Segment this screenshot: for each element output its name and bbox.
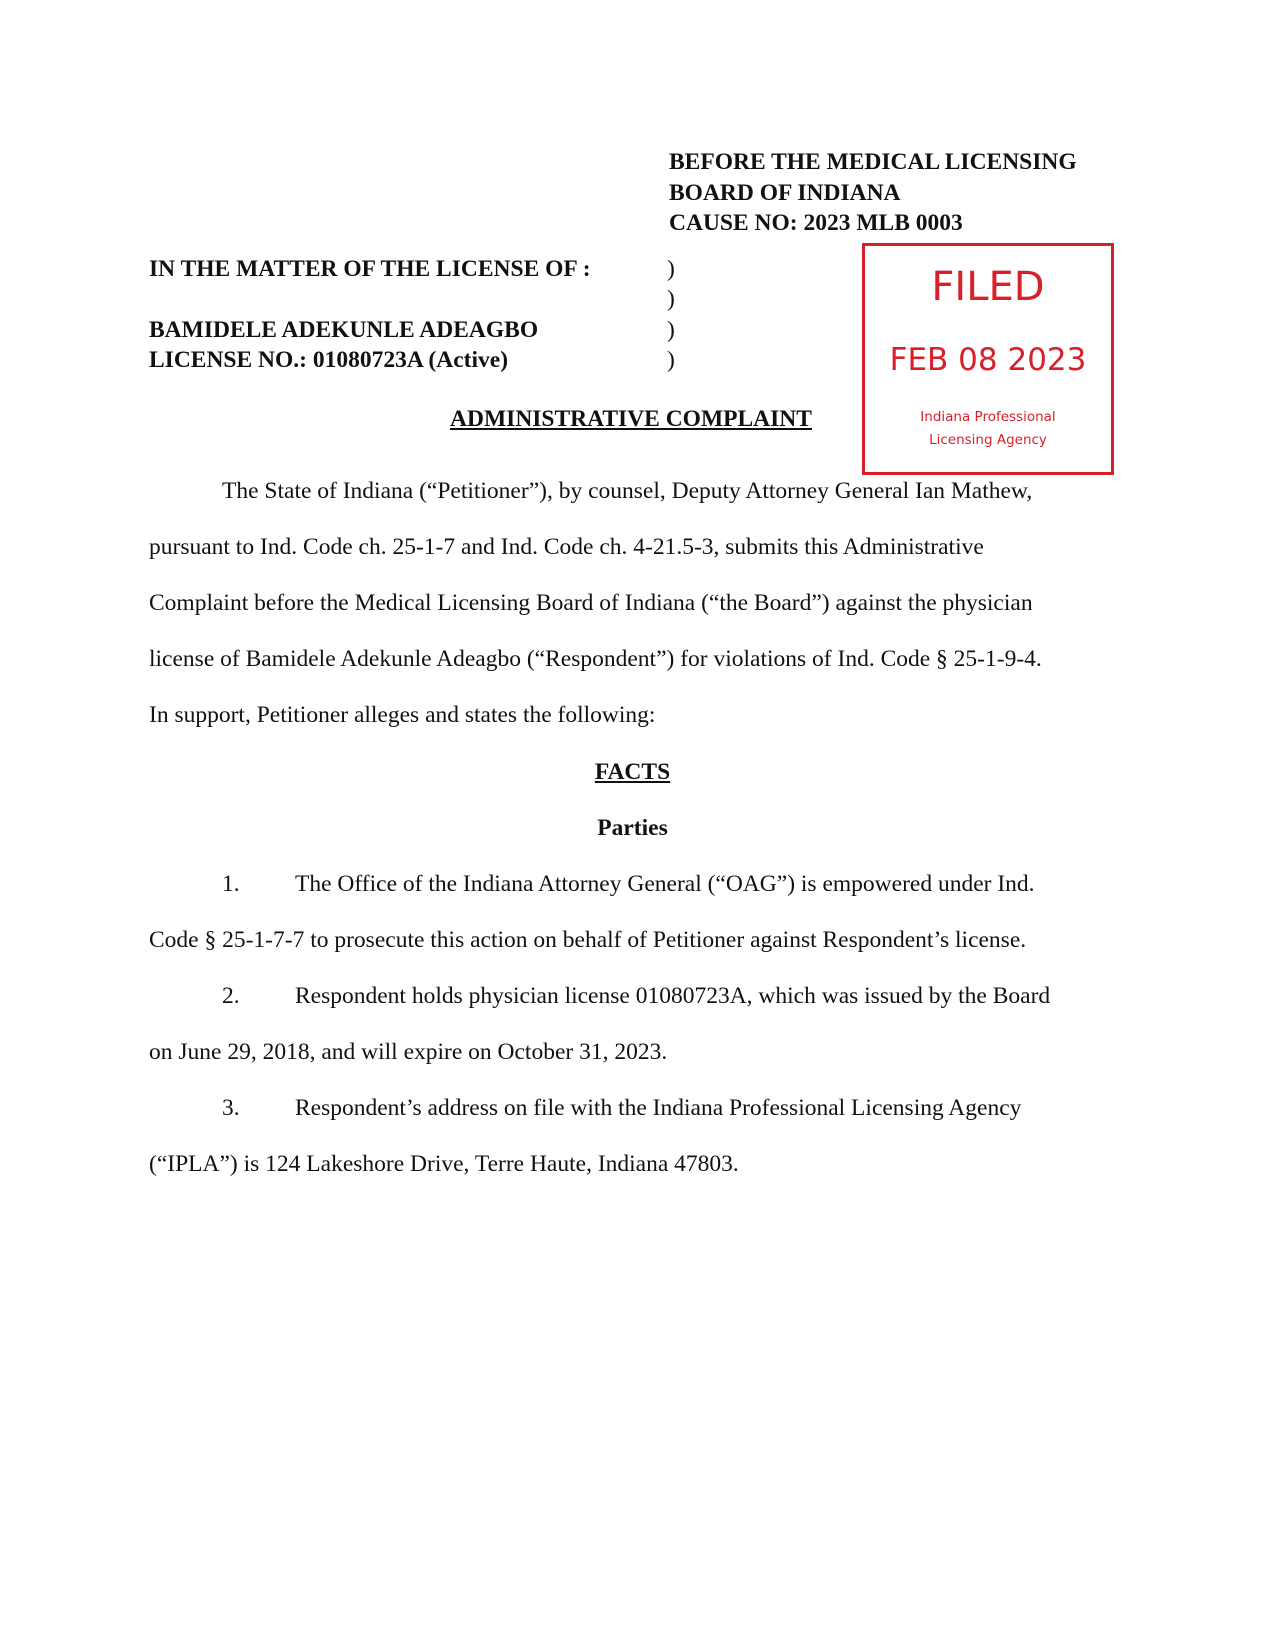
caption-paren: ) <box>667 317 675 343</box>
item-1-line-1: The Office of the Indiana Attorney General (“OAG”) is empowered under Ind. <box>295 871 1035 897</box>
item-number: 1. <box>222 871 240 897</box>
header-line-1: BEFORE THE MEDICAL LICENSING <box>669 149 1077 175</box>
matter-caption: IN THE MATTER OF THE LICENSE OF : <box>149 256 591 282</box>
court-header <box>669 147 1077 239</box>
stamp-date: FEB 08 2023 <box>889 342 1087 378</box>
stamp-agency-line-1: Indiana Professional <box>920 409 1056 425</box>
item-number: 3. <box>222 1095 240 1121</box>
intro-line-4: license of Bamidele Adekunle Adeagbo (“Respondent”) for violations of Ind. Code § 25-1-9-4. <box>149 646 1042 672</box>
item-1-line-2: Code § 25-1-7-7 to prosecute this action on behalf of Petitioner against Respondent’s license. <box>149 927 1027 953</box>
intro-line-2: pursuant to Ind. Code ch. 25-1-7 and Ind. Code ch. 4-21.5-3, submits this Administrative <box>149 534 984 560</box>
section-heading-facts: FACTS <box>594 759 671 785</box>
stamp-agency-line-2: Licensing Agency <box>929 432 1047 448</box>
cause-number: CAUSE NO: 2023 MLB 0003 <box>669 210 963 236</box>
header-line-2: BOARD OF INDIANA <box>669 179 901 206</box>
respondent-name: BAMIDELE ADEKUNLE ADEAGBO <box>149 317 539 343</box>
caption-paren: ) <box>667 256 675 282</box>
subsection-heading-parties: Parties <box>597 815 668 841</box>
intro-line-3: Complaint before the Medical Licensing Board of Indiana (“the Board”) against the physician <box>149 590 1033 616</box>
intro-line-1: The State of Indiana (“Petitioner”), by counsel, Deputy Attorney General Ian Mathew, <box>222 478 1033 504</box>
item-number: 2. <box>222 983 240 1009</box>
item-2-line-2: on June 29, 2018, and will expire on October 31, 2023. <box>149 1039 668 1065</box>
stamp-status: FILED <box>931 264 1045 310</box>
caption-paren: ) <box>667 347 675 373</box>
document-title: ADMINISTRATIVE COMPLAINT <box>450 406 812 432</box>
item-3-line-2: (“IPLA”) is 124 Lakeshore Drive, Terre Haute, Indiana 47803. <box>149 1151 739 1177</box>
stamp-agency <box>865 406 1111 452</box>
license-number: LICENSE NO.: 01080723A (Active) <box>149 347 509 373</box>
item-3-line-1: Respondent’s address on file with the Indiana Professional Licensing Agency <box>295 1095 1022 1121</box>
item-2-line-1: Respondent holds physician license 01080723A, which was issued by the Board <box>295 983 1051 1009</box>
filed-stamp <box>862 243 1114 475</box>
caption-paren: ) <box>667 286 675 312</box>
intro-line-5: In support, Petitioner alleges and states the following: <box>149 702 656 728</box>
